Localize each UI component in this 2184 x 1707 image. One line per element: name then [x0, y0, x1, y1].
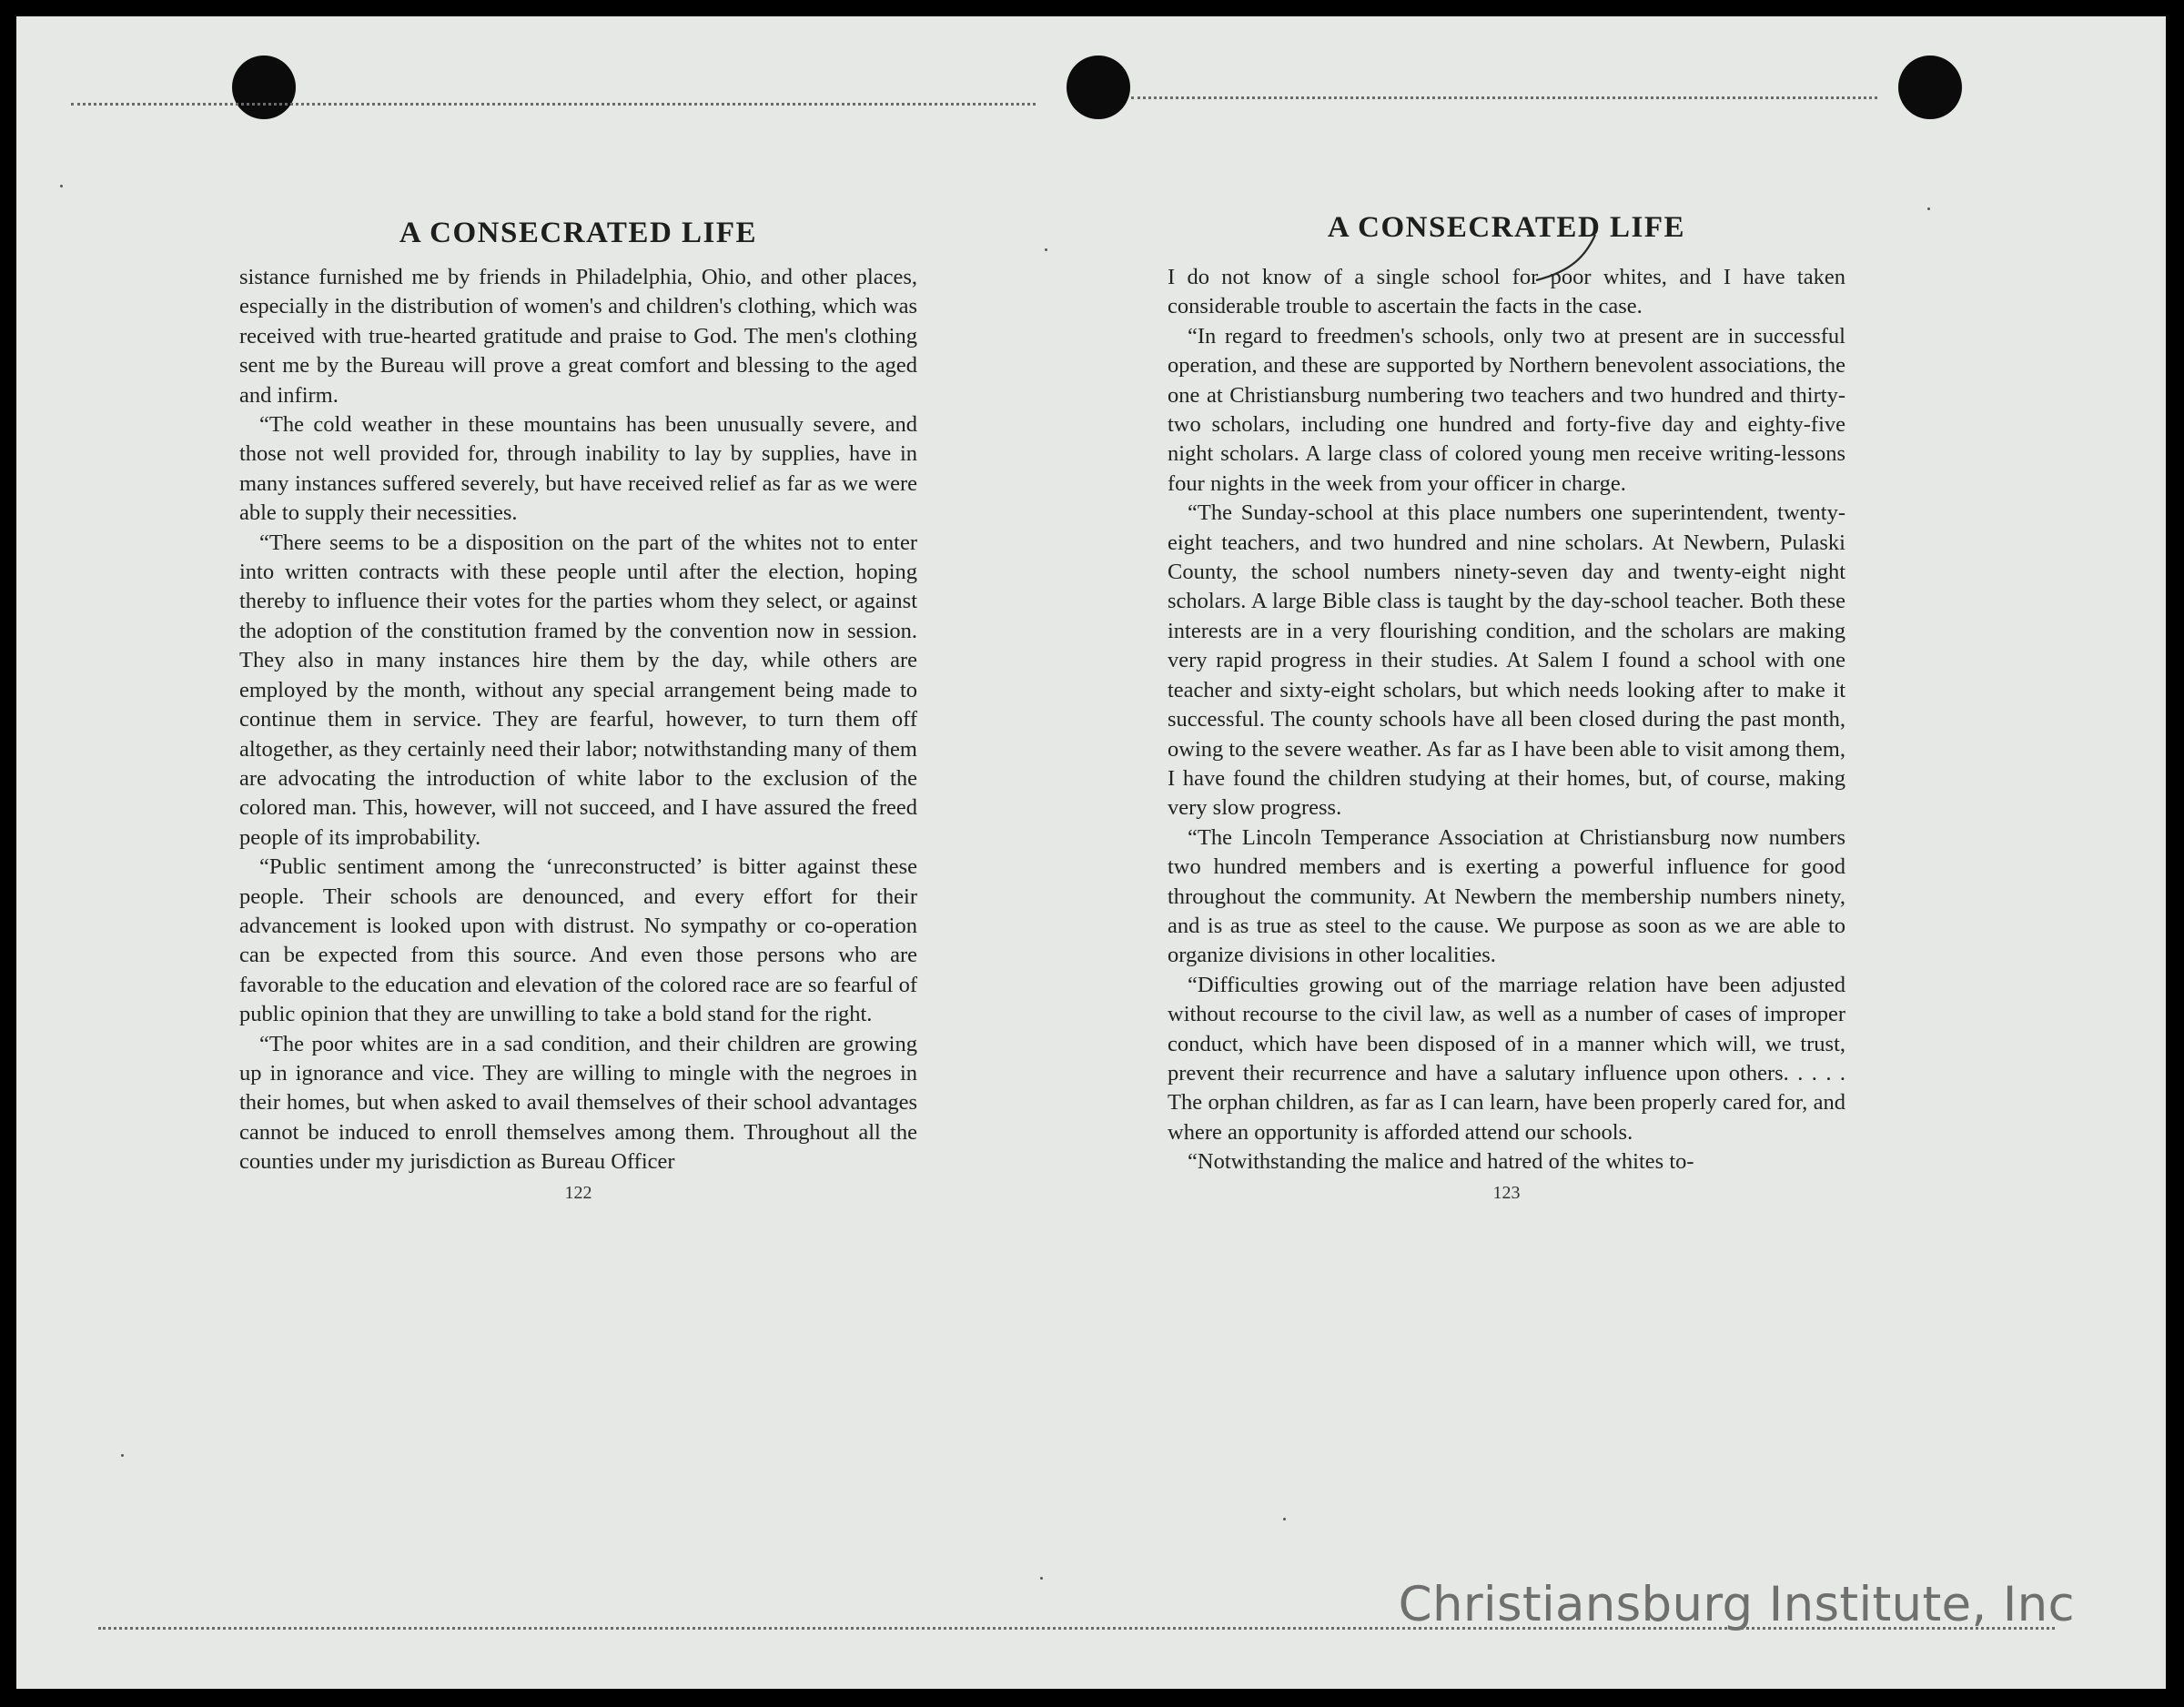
top-perforation-right	[1131, 96, 1877, 99]
paragraph: “The Lincoln Temperance Association at Christiansburg now numbers two hundred members and is exerting a powerful influence for good throughout the community. At Newbern the membership numbers ninety, and is as true as steel to the cause. We purpose as soon as we are able to organize divisions in other localities.	[1168, 824, 1845, 968]
speck	[121, 1454, 124, 1457]
punch-hole-center	[1067, 56, 1130, 119]
speck	[1283, 1518, 1286, 1520]
watermark: Christiansburg Institute, Inc	[1398, 1577, 2075, 1632]
paragraph: “Notwithstanding the malice and hatred of the whites to-	[1188, 1149, 1694, 1175]
punch-hole-left	[232, 56, 296, 119]
page-body	[239, 263, 917, 1177]
left-page	[239, 217, 917, 1204]
running-header: A CONSECRATED LIFE	[399, 217, 758, 249]
page-number: 123	[1492, 1182, 1521, 1203]
paragraph: sistance furnished me by friends in Philadelphia, Ohio, and other places, especially in the distribution of women's and children's clothing, which was received with true-hearted gratitude and praise to God. The men's clothing sent me by the Bureau will prove a great comfort and blessing to the aged and infirm.	[239, 265, 917, 408]
paragraph: “The poor whites are in a sad condition, and their children are growing up in ignorance and vice. They are willing to mingle with the negroes in their homes, but when asked to avail themselves of their school advantages cannot be induced to enroll themselves among them. Throughout all the counties under my jurisdiction as Bureau Officer	[239, 1031, 917, 1175]
paragraph: I do not know of a single school for poor whites, and I have taken considerable trouble to ascertain the facts in the case.	[1168, 265, 1845, 319]
page-body	[1168, 263, 1845, 1177]
paragraph: “Difficulties growing out of the marriage relation have been adjusted without recourse to the civil law, as well as a number of cases of improper conduct, which have been disposed of in a manner which will, we trust, prevent their recurrence and have a salutary influence upon others. . . . . The orphan children, as far as I can learn, have been properly cared for, and where an opportunity is afforded attend our schools.	[1168, 972, 1845, 1145]
speck	[1927, 207, 1930, 210]
paragraph: “In regard to freedmen's schools, only two at present are in successful operation, and these are supported by Northern benevolent associations, the one at Christiansburg numbering two teachers and two hundred and thirty-two scholars, including one hundred and forty-five day and eighty-five night scholars. A large class of colored young men receive writing-lessons four nights in the week from your officer in charge.	[1168, 323, 1845, 496]
speck	[1040, 1577, 1043, 1580]
paragraph: “Public sentiment among the ‘unreconstructed’ is bitter against these people. Their schools are denounced, and every effort for their advancement is looked upon with distrust. No sympathy or co-operation can be expected from this source. And even those persons who are favorable to the education and elevation of the colored race are so fearful of public opinion that they are unwilling to take a bold stand for the right.	[239, 854, 917, 1027]
scanned-sheet	[16, 16, 2166, 1689]
page-number: 122	[564, 1182, 592, 1203]
speck	[60, 185, 63, 187]
paragraph: “There seems to be a disposition on the part of the whites not to enter into written contracts with these people until after the election, hoping thereby to influence their votes for the parties whom they select, or against the adoption of the constitution framed by the convention now in session. They also in many instances hire them by the day, while others are employed by the month, without any special arrangement being made to continue them in service. They are fearful, however, to turn them off altogether, as they certainly need their labor; notwithstanding many of them are advocating the introduction of white labor to the exclusion of the colored man. This, however, will not succeed, and I have assured the freed people of its improbability.	[239, 530, 917, 850]
punch-hole-right	[1898, 56, 1962, 119]
speck	[1045, 248, 1047, 251]
top-perforation-left	[71, 103, 1036, 106]
pen-mark	[1509, 227, 1627, 291]
right-page	[1168, 211, 1845, 1204]
paragraph: “The cold weather in these mountains has been unusually severe, and those not well provided for, through inability to lay by supplies, have in many instances suffered severely, but have received relief as far as we were able to supply their necessities.	[239, 412, 917, 526]
running-header: A CONSECRATED LIFE	[1327, 211, 1686, 244]
paragraph: “The Sunday-school at this place numbers one superintendent, twenty-eight teachers, and two hundred and nine scholars. At Newbern, Pulaski County, the school numbers ninety-seven day and twenty-eight night scholars. A large Bible class is taught by the day-school teacher. Both these interests are in a very flourishing condition, and the scholars are making very rapid progress in their studies. At Salem I found a school with one teacher and sixty-eight scholars, but which needs looking after to make it successful. The county schools have all been closed during the past month, owing to the severe weather. As far as I have been able to visit among them, I have found the children studying at their homes, but, of course, making very slow progress.	[1168, 500, 1845, 821]
